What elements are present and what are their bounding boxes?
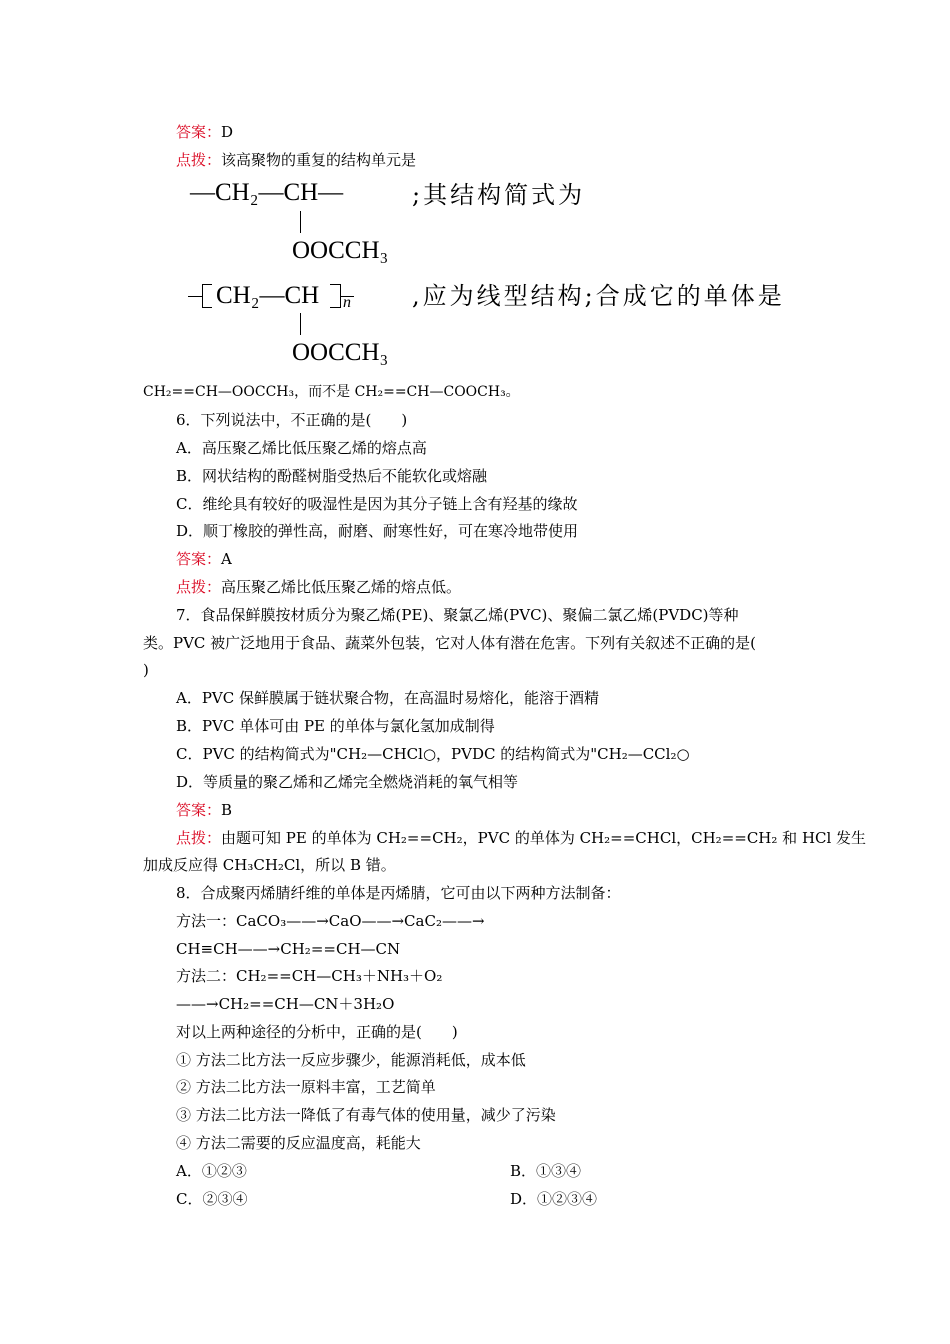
monomer-line: CH₂==CH—OOCCH₃，而不是 CH₂==CH—COOCH₃。 xyxy=(143,384,520,400)
answer-value: D xyxy=(221,123,234,141)
bracket-right-bottom xyxy=(330,307,340,308)
q8-option-b: B．①③④ xyxy=(510,1162,582,1180)
q6-option-d: D．顺丁橡胶的弹性高，耐磨、耐寒性好，可在寒冷地带使用 xyxy=(176,522,579,540)
q8-option-d: D．①②③④ xyxy=(510,1190,598,1208)
bracket-left-bottom xyxy=(202,307,212,308)
hint-text: 由题可知 PE 的单体为 CH₂==CH₂，PVC 的单体为 CH₂==CHCl，CH₂==CH₂ 和 HCl 发生 xyxy=(221,829,867,847)
bracket-left-top xyxy=(202,284,212,285)
q8-method1-line2: CH≡CH——→CH₂==CH—CN xyxy=(176,940,401,958)
bracket-left-bond xyxy=(188,296,202,297)
hint-text: 高压聚乙烯比低压聚乙烯的熔点低。 xyxy=(221,578,462,596)
polymer-side-group: OOCCH₃ xyxy=(292,339,389,366)
q7-hint-line2: 加成反应得 CH₃CH₂Cl，所以 B 错。 xyxy=(143,856,396,874)
answer-label: 答案： xyxy=(176,123,222,141)
q6-option-b: B．网状结构的酚醛树脂受热后不能软化或熔融 xyxy=(176,467,488,485)
q8-item-2: ② 方法二比方法一原料丰富，工艺简单 xyxy=(176,1078,436,1096)
hint-text: 该高聚物的重复的结构单元是 xyxy=(221,151,417,169)
repeat-unit-main-chain: —CH₂—CH— xyxy=(190,179,344,206)
q8-question: 对以上两种途径的分析中，正确的是( ) xyxy=(176,1023,458,1041)
q7-stem-line1: 7．食品保鲜膜按材质分为聚乙烯(PE)、聚氯乙烯(PVC)、聚偏二氯乙烯(PVDC)等种 xyxy=(176,606,739,624)
q7-hint-line1 xyxy=(176,828,866,848)
q7-option-c: C．PVC 的结构简式为"CH₂—CHCl○，PVDC 的结构简式为"CH₂—CCl₂○ xyxy=(176,745,690,763)
q6-option-a: A．高压聚乙烯比低压聚乙烯的熔点高 xyxy=(176,439,427,457)
q7-answer xyxy=(176,800,232,820)
q7-option-d: D．等质量的聚乙烯和乙烯完全燃烧消耗的氧气相等 xyxy=(176,773,519,791)
bracket-right-top xyxy=(330,284,340,285)
q8-option-c: C．②③④ xyxy=(176,1190,248,1208)
q7-option-b: B．PVC 单体可由 PE 的单体与氯化氢加成制得 xyxy=(176,717,495,735)
answer-label: 答案： xyxy=(176,801,222,819)
q6-option-c: C．维纶具有较好的吸湿性是因为其分子链上含有羟基的缘故 xyxy=(176,495,578,513)
vertical-bond xyxy=(300,211,301,233)
q6-stem: 6．下列说法中，不正确的是( ) xyxy=(176,411,408,429)
q6-answer xyxy=(176,549,232,569)
q8-method2-line2: ——→CH₂==CH—CN＋3H₂O xyxy=(176,995,395,1013)
structure-caption-2: ,应为线型结构;合成它的单体是 xyxy=(412,282,785,310)
structure-caption-1: ;其结构简式为 xyxy=(412,181,586,209)
q5-answer xyxy=(176,122,233,142)
q8-item-1: ① 方法二比方法一反应步骤少，能源消耗低，成本低 xyxy=(176,1051,526,1069)
q5-hint xyxy=(176,150,416,170)
q8-item-3: ③ 方法二比方法一降低了有毒气体的使用量，减少了污染 xyxy=(176,1106,556,1124)
polymer-degree-n: n xyxy=(343,294,351,311)
repeat-unit-side-group: OOCCH₃ xyxy=(292,237,389,264)
hint-label: 点拨： xyxy=(176,829,222,847)
answer-value: A xyxy=(221,550,232,568)
q7-option-a: A．PVC 保鲜膜属于链状聚合物，在高温时易熔化，能溶于酒精 xyxy=(176,689,600,707)
q8-method2-line1: 方法二：CH₂==CH—CH₃＋NH₃＋O₂ xyxy=(176,967,443,985)
q6-hint xyxy=(176,577,461,597)
q8-option-a: A．①②③ xyxy=(176,1162,247,1180)
vertical-bond-2 xyxy=(300,313,301,335)
q8-stem: 8．合成聚丙烯腈纤维的单体是丙烯腈，它可由以下两种方法制备： xyxy=(176,884,621,902)
answer-value: B xyxy=(221,801,233,819)
q7-stem-line3: ) xyxy=(143,661,149,679)
q8-item-4: ④ 方法二需要的反应温度高，耗能大 xyxy=(176,1134,421,1152)
q7-stem-line2: 类。PVC 被广泛地用于食品、蔬菜外包装，它对人体有潜在危害。下列有关叙述不正确的是( xyxy=(143,634,757,652)
hint-label: 点拨： xyxy=(176,151,222,169)
q8-method1-line1: 方法一：CaCO₃——→CaO——→CaC₂——→ xyxy=(176,912,485,930)
bracket-left xyxy=(202,284,203,308)
hint-label: 点拨： xyxy=(176,578,222,596)
answer-label: 答案： xyxy=(176,550,222,568)
polymer-main-chain: CH₂—CH xyxy=(216,282,320,309)
